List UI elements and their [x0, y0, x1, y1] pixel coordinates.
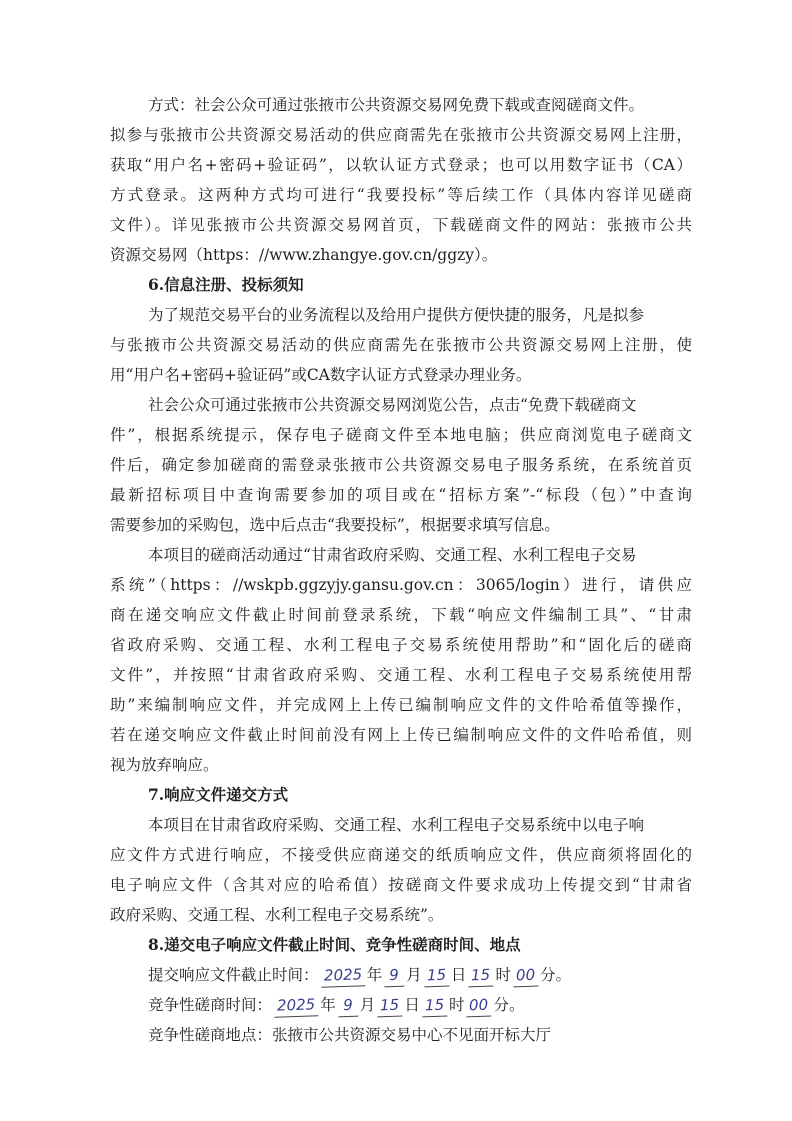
- paragraph-line: 文件”，并按照“甘肃省政府采购、交通工程、水利工程电子交易系统使用帮: [110, 666, 692, 684]
- handwritten-day: 15: [377, 994, 403, 1018]
- unit-text: 日: [404, 996, 420, 1014]
- section-heading: 8.递交电子响应文件截止时间、竞争性磋商时间、地点: [148, 935, 521, 954]
- paragraph-line: 视为放弃响应。: [110, 756, 219, 774]
- handwritten-month: 9: [384, 964, 405, 988]
- paragraph-line: 最新招标项目中查询需要参加的项目或在“招标方案”-“标段（包）”中查询: [110, 486, 692, 504]
- deadline-line: [148, 964, 571, 987]
- section-heading: 6.信息注册、投标须知: [148, 275, 304, 294]
- unit-text: 分。: [493, 996, 525, 1014]
- handwritten-year: 2025: [274, 993, 319, 1018]
- paragraph-line: 社会公众可通过张掖市公共资源交易网浏览公告，点击“免费下载磋商文: [148, 396, 637, 414]
- handwritten-minute: 00: [513, 964, 539, 988]
- paragraph-line: 方式：社会公众可通过张掖市公共资源交易网免费下载或查阅磋商文件。: [148, 96, 645, 114]
- unit-text: 月: [406, 966, 422, 984]
- deadline-label: 提交响应文件截止时间：: [148, 966, 319, 984]
- paragraph-line: 省政府采购、交通工程、水利工程电子交易系统使用帮助”和“固化后的磋商: [110, 636, 692, 654]
- paragraph-line: 与张掖市公共资源交易活动的供应商需先在张掖市公共资源交易网上注册，使: [110, 336, 692, 354]
- handwritten-month: 9: [337, 994, 358, 1018]
- paragraph-line: 方式登录。这两种方式均可进行“我要投标”等后续工作（具体内容详见磋商: [110, 186, 692, 204]
- paragraph-line: 应文件方式进行响应，不接受供应商递交的纸质响应文件，供应商须将固化的: [110, 846, 692, 864]
- handwritten-hour: 15: [468, 964, 494, 988]
- paragraph-line: 若在递交响应文件截止时间前没有网上上传已编制响应文件的文件哈希值，则: [110, 726, 692, 744]
- paragraph-line: 资源交易网（https：//www.zhangye.gov.cn/ggzy）。: [110, 246, 498, 264]
- paragraph-line: 拟参与张掖市公共资源交易活动的供应商需先在张掖市公共资源交易网上注册，: [110, 126, 692, 144]
- unit-text: 时: [495, 966, 511, 984]
- location-line: 竞争性磋商地点：张掖市公共资源交易中心不见面开标大厅: [148, 1026, 552, 1044]
- handwritten-year: 2025: [320, 963, 365, 988]
- paragraph-line: 商在递交响应文件截止时间前登录系统，下载“响应文件编制工具”、“甘肃: [110, 606, 692, 624]
- paragraph-line: 本项目的磋商活动通过“甘肃省政府采购、交通工程、水利工程电子交易: [148, 546, 637, 564]
- unit-text: 月: [359, 996, 376, 1014]
- unit-text: 分。: [540, 966, 572, 984]
- paragraph-line: 获取“用户名+密码+验证码”，以软认证方式登录；也可以用数字证书（CA）: [110, 156, 692, 174]
- paragraph-line: 政府采购、交通工程、水利工程电子交易系统”。: [110, 906, 444, 924]
- handwritten-day: 15: [423, 964, 449, 988]
- paragraph-line: 件”，根据系统提示，保存电子磋商文件至本地电脑；供应商浏览电子磋商文: [110, 426, 692, 444]
- paragraph-line: 用“用户名+密码+验证码”或CA数字认证方式登录办理业务。: [110, 366, 532, 384]
- unit-text: 日: [450, 966, 467, 984]
- paragraph-line: 本项目在甘肃省政府采购、交通工程、水利工程电子交易系统中以电子响: [148, 816, 645, 834]
- consult-time-label: 竞争性磋商时间：: [148, 996, 273, 1014]
- paragraph-line: 助”来编制响应文件，并完成网上上传已编制响应文件的文件哈希值等操作，: [110, 696, 692, 714]
- paragraph-line: 件后，确定参加磋商的需登录张掖市公共资源交易电子服务系统，在系统首页: [110, 456, 692, 474]
- paragraph-line: 系统”（https：//wskpb.ggzyjy.gansu.gov.cn：3065/login）进行，请供应: [110, 576, 692, 594]
- handwritten-minute: 00: [466, 994, 492, 1018]
- paragraph-line: 文件）。详见张掖市公共资源交易网首页，下载磋商文件的网站：张掖市公共: [110, 216, 692, 234]
- unit-text: 年: [366, 966, 383, 984]
- unit-text: 时: [448, 996, 465, 1014]
- paragraph-line: 电子响应文件（含其对应的哈希值）按磋商文件要求成功上传提交到“甘肃省: [110, 876, 692, 894]
- section-heading: 7.响应文件递交方式: [148, 785, 289, 804]
- unit-text: 年: [320, 996, 336, 1014]
- paragraph-line: 需要参加的采购包，选中后点击“我要投标”，根据要求填写信息。: [110, 516, 560, 534]
- consult-time-line: [148, 994, 525, 1017]
- paragraph-line: 为了规范交易平台的业务流程以及给用户提供方便快捷的服务，凡是拟参: [148, 306, 645, 324]
- handwritten-hour: 15: [421, 994, 447, 1018]
